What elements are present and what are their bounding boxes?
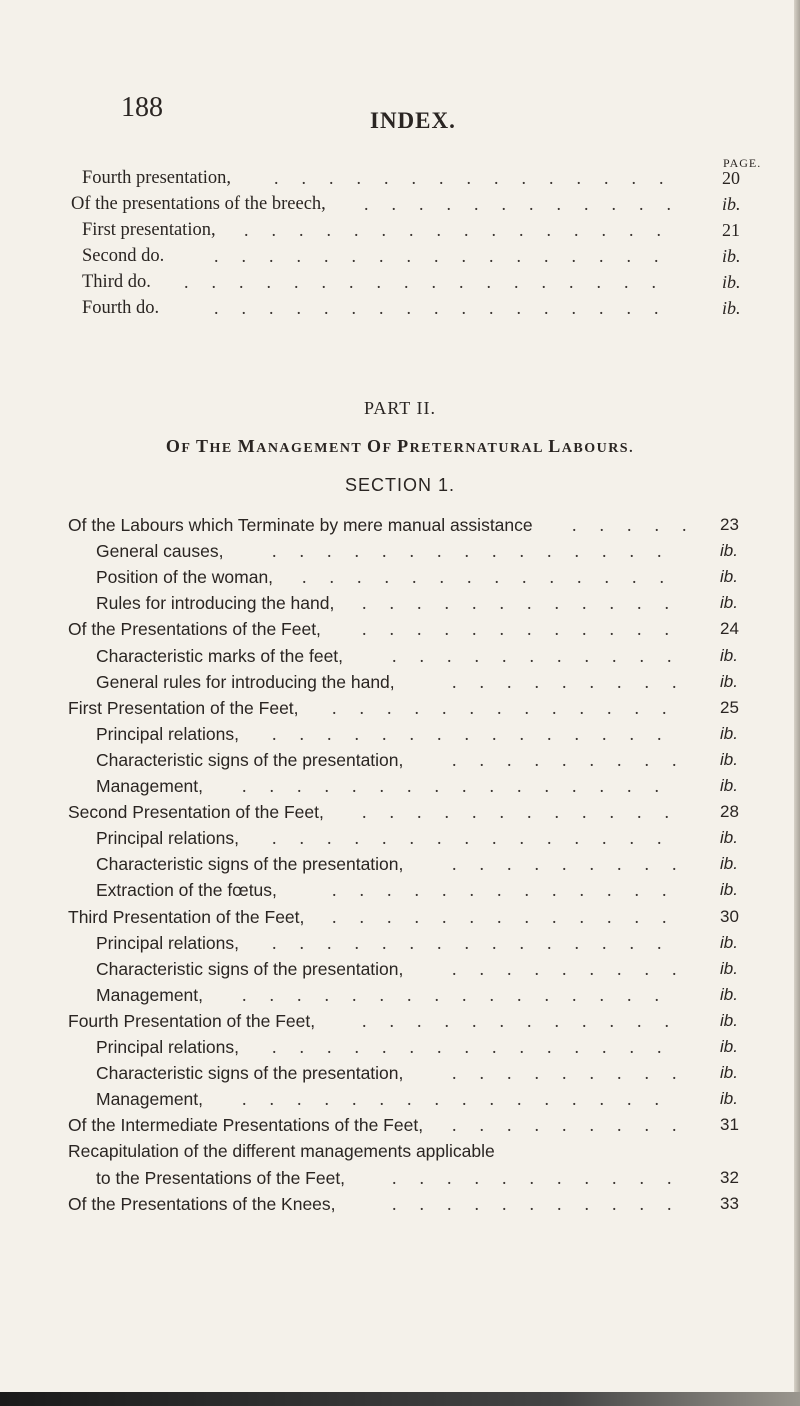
entry-text: Characteristic signs of the presentation, — [96, 854, 404, 875]
entry-page: ib. — [720, 723, 738, 743]
entry-page: 33 — [720, 1193, 739, 1213]
entry-page: 30 — [720, 906, 739, 926]
leader-dots: ............... — [272, 828, 685, 849]
entry-page: 28 — [720, 802, 739, 822]
entry-text: Of the Intermediate Presentations of the Feet, — [68, 1115, 424, 1136]
entry-page: ib. — [720, 932, 738, 952]
entry-page: ib. — [720, 749, 738, 769]
leader-dots: ............. — [332, 697, 690, 718]
entry-text: Recapitulation of the different managements applicable — [68, 1141, 495, 1162]
leader-dots: ......... — [452, 1063, 700, 1084]
entry-page: ib. — [720, 854, 738, 874]
entry-page: ib. — [720, 1037, 738, 1056]
entry-text: Second do. — [82, 246, 165, 266]
entry-text: Fourth do. — [82, 298, 160, 318]
entry-page: 20 — [722, 168, 740, 188]
entry-text: Principal relations, — [96, 932, 239, 953]
entry-text: Of the presentations of the breech, — [71, 194, 326, 214]
leader-dots: ........... — [392, 1167, 695, 1188]
entry-page: ib. — [720, 828, 738, 848]
entry-text: to the Presentations of the Feet, — [96, 1167, 346, 1188]
entry-page: ib. — [720, 1063, 738, 1083]
index-entry — [0, 298, 800, 328]
entry-text: Second Presentation of the Feet, — [68, 802, 324, 823]
entry-text: Characteristic signs of the presentation, — [96, 1063, 404, 1084]
entry-text: Fourth Presentation of the Feet, — [68, 1010, 316, 1031]
entry-text: Of the Labours which Terminate by mere manual assistance — [68, 515, 533, 535]
leader-dots: ............... — [272, 932, 685, 953]
entry-page: ib. — [720, 671, 738, 691]
page-number: 188 — [121, 92, 163, 123]
leader-dots: .................. — [184, 272, 679, 292]
scan-bottom-edge — [0, 1392, 800, 1406]
leader-dots: ........... — [392, 1193, 695, 1214]
entry-text: First Presentation of the Feet, — [68, 697, 299, 718]
entry-page: 32 — [720, 1167, 739, 1187]
entry-text: Principal relations, — [96, 828, 239, 849]
entry-page: ib. — [720, 984, 738, 1004]
entry-page: 21 — [722, 220, 740, 240]
entry-text: Position of the woman, — [96, 567, 274, 588]
leader-dots: ................. — [214, 246, 682, 266]
section-heading: SECTION 1. — [344, 475, 456, 495]
entry-text: Characteristic signs of the presentation, — [96, 749, 404, 770]
entry-text: Principal relations, — [96, 723, 239, 744]
entry-text: Management, — [96, 984, 204, 1005]
entry-page: ib. — [720, 593, 738, 613]
part-subtitle-text: OF THE MANAGEMENT OF PRETERNATURAL LABOURS. — [165, 436, 635, 456]
leader-dots: ............ — [362, 1010, 692, 1031]
part-subtitle — [0, 436, 800, 457]
index-entry — [0, 1194, 800, 1224]
entry-page: ib. — [722, 272, 741, 292]
entry-text: Management, — [96, 776, 204, 796]
entry-page: ib. — [720, 958, 738, 978]
entry-page: ib. — [722, 246, 741, 266]
leader-dots: ............... — [272, 541, 685, 562]
entry-text: Extraction of the fœtus, — [96, 880, 277, 901]
entry-page: 23 — [720, 515, 739, 534]
entry-text: Third do. — [82, 272, 151, 292]
entry-page: ib. — [722, 194, 741, 214]
leader-dots: ............ — [362, 619, 692, 640]
leader-dots: ..... — [572, 515, 710, 535]
leader-dots: ......... — [452, 854, 700, 875]
leader-dots: ......... — [452, 958, 700, 979]
leader-dots: ............. — [332, 880, 690, 901]
entry-text: General rules for introducing the hand, — [96, 671, 395, 692]
part-heading: PART II. — [364, 398, 436, 418]
leader-dots: ............ — [362, 593, 692, 614]
page-edge-shadow — [794, 0, 800, 1406]
entry-text: First presentation, — [82, 220, 216, 240]
leader-dots: ............ — [364, 194, 694, 214]
page-column-label: PAGE. — [723, 156, 762, 170]
leader-dots: ............... — [274, 168, 687, 188]
entry-page: 24 — [720, 619, 739, 639]
leader-dots: ......... — [452, 749, 700, 770]
entry-text: Third Presentation of the Feet, — [68, 906, 305, 927]
entry-page: 31 — [720, 1115, 739, 1135]
entry-page: ib. — [720, 880, 738, 900]
leader-dots: ......... — [452, 1115, 700, 1136]
entry-text: Characteristic signs of the presentation, — [96, 958, 404, 979]
entry-page: ib. — [720, 541, 738, 561]
entry-text: General causes, — [96, 541, 224, 562]
entry-text: Rules for introducing the hand, — [96, 593, 335, 614]
entry-page: ib. — [720, 776, 738, 795]
leader-dots: ............ — [362, 802, 692, 823]
leader-dots: ............... — [272, 723, 685, 744]
entry-page: ib. — [720, 1089, 738, 1109]
entry-page: 25 — [720, 697, 739, 717]
leader-dots: ............. — [332, 906, 690, 927]
entry-text: Fourth presentation, — [82, 168, 232, 188]
running-head: INDEX. — [370, 108, 456, 133]
entry-page: ib. — [720, 1010, 738, 1030]
entry-text: Of the Presentations of the Feet, — [68, 619, 321, 640]
leader-dots: ................ — [242, 984, 682, 1005]
entry-page: ib. — [720, 645, 738, 665]
leader-dots: ................ — [242, 776, 682, 796]
entry-page: ib. — [720, 567, 738, 587]
entry-page: ib. — [722, 298, 741, 318]
leader-dots: .............. — [302, 567, 687, 588]
entry-text: Of the Presentations of the Knees, — [68, 1193, 336, 1214]
entry-text: Principal relations, — [96, 1037, 239, 1057]
leader-dots: ................. — [214, 298, 682, 318]
entry-text: Management, — [96, 1089, 204, 1110]
entry-text: Characteristic marks of the feet, — [96, 645, 344, 666]
leader-dots: ............... — [272, 1037, 685, 1057]
leader-dots: ................ — [242, 1089, 682, 1110]
leader-dots: ......... — [452, 671, 700, 692]
leader-dots: ................ — [244, 220, 684, 240]
leader-dots: ........... — [392, 645, 695, 666]
